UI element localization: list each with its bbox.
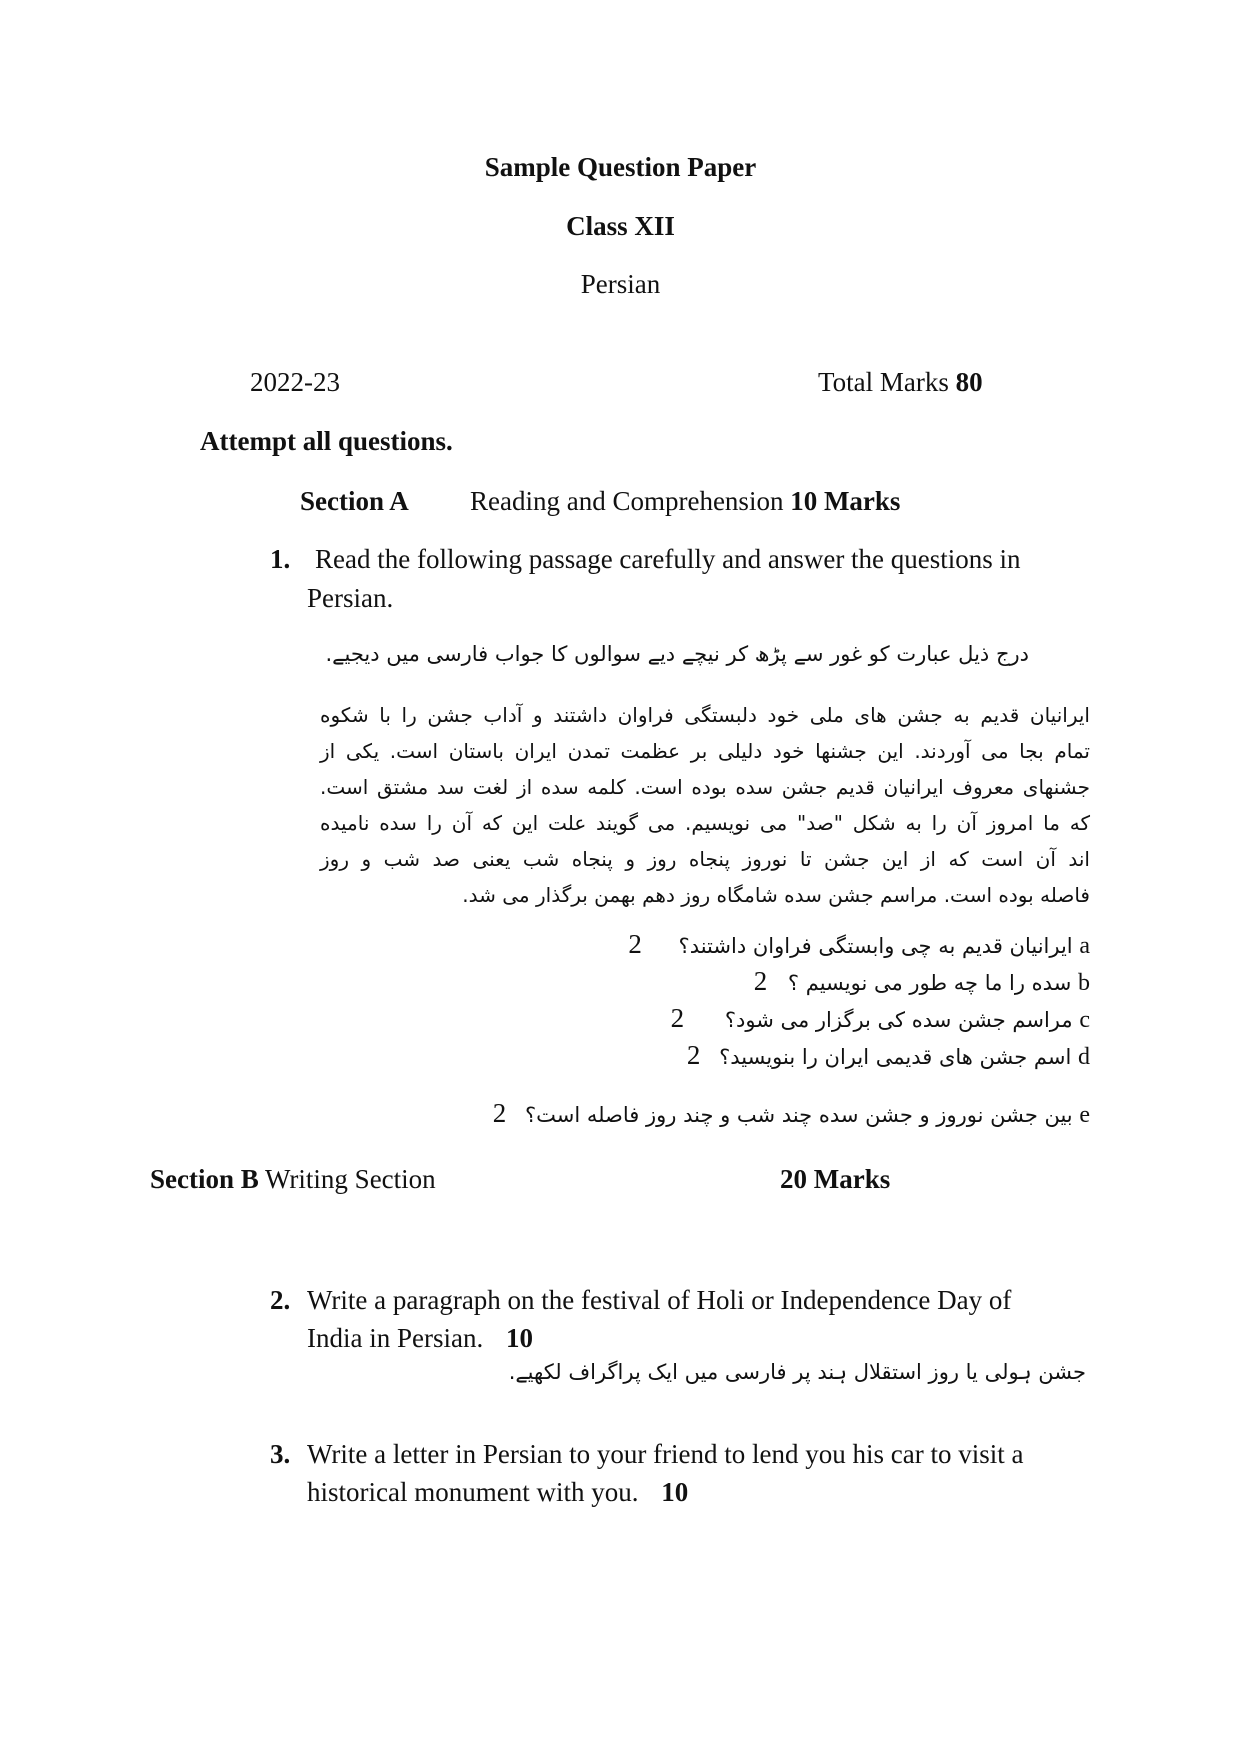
passage-line: اند آن است که از این جشن تا نوروز پنجاه روز و پنجاه شب یعنی صد شب و روز bbox=[320, 847, 1090, 871]
q1-text-line1: Read the following passage carefully and answer the questions in bbox=[315, 544, 1021, 574]
q3-text-line2-row bbox=[307, 1475, 688, 1509]
sub-question-e: e بین جشن نوروز و جشن سده چند شب و چند روز فاصله است؟ 2 bbox=[492, 1098, 1090, 1128]
section-b-marks: 20 Marks bbox=[780, 1164, 891, 1194]
subject-label: Persian bbox=[580, 269, 661, 299]
instruction: Attempt all questions. bbox=[200, 426, 453, 456]
sub-question-b: b سده را ما چه طور می نویسیم ؟ 2 bbox=[753, 966, 1090, 996]
total-marks-value: 80 bbox=[955, 367, 983, 397]
total-marks bbox=[818, 365, 983, 399]
q1-urdu-instruction: درج ذیل عبارت کو غور سے پڑھ کر نیچے دیے سوالوں کا جواب فارسی میں دیجیے. bbox=[325, 642, 1029, 666]
q2-number: 2. bbox=[270, 1285, 291, 1315]
class-label: Class XII bbox=[566, 211, 675, 241]
section-b-title: Writing Section bbox=[265, 1164, 436, 1194]
passage-line: تمام بجا می آوردند. این جشنها خود دلیلی بر عظمت تمدن ایران باستان است. یکی از bbox=[320, 739, 1090, 763]
q3-number: 3. bbox=[270, 1439, 291, 1469]
q2-marks: 10 bbox=[505, 1323, 533, 1353]
passage-line: فاصله بوده است. مراسم جشن سده شامگاه روز دهم بهمن برگذار می شد. bbox=[462, 883, 1090, 907]
passage-line: جشنهای معروف ایرانیان قدیم جشن سده بوده است. کلمه سده از لغت سد مشتق است. bbox=[320, 775, 1090, 799]
q1-text-line2: Persian. bbox=[307, 583, 394, 613]
section-a-marks: 10 Marks bbox=[790, 486, 901, 516]
sub-question-a: a ایرانیان قدیم به چی وابستگی فراوان داشتند؟ 2 bbox=[628, 929, 1090, 959]
q2-urdu: جشن ہولی یا روز استقلال ہند پر فارسی میں ایک پراگراف لکھیے. bbox=[508, 1360, 1086, 1384]
section-b-heading bbox=[150, 1162, 436, 1196]
q2-text-line1: Write a paragraph on the festival of Holi or Independence Day of bbox=[307, 1285, 1012, 1315]
q1-number: 1. bbox=[270, 544, 291, 574]
passage-line: ایرانیان قدیم به جشن های ملی خود دلبستگی فراوان داشتند و آداب جشن را با شکوه bbox=[320, 703, 1090, 727]
sub-question-c: c مراسم جشن سده کی برگزار می شود؟ 2 bbox=[670, 1003, 1090, 1033]
year-label: 2022-23 bbox=[250, 367, 340, 397]
passage-line: که ما امروز آن را به شکل "صد" می نویسیم. می گویند علت این که آن را سده نامیده bbox=[320, 811, 1090, 835]
total-marks-label: Total Marks bbox=[818, 367, 949, 397]
q2-text-line2: India in Persian. bbox=[307, 1323, 484, 1353]
q3-text-line1: Write a letter in Persian to your friend to lend you his car to visit a bbox=[307, 1439, 1024, 1469]
sub-question-d: d اسم جشن های قدیمی ایران را بنویسید؟ 2 bbox=[686, 1040, 1090, 1070]
section-a-title: Reading and Comprehension bbox=[470, 486, 784, 516]
section-a-heading bbox=[470, 484, 900, 518]
section-b-label: Section B bbox=[150, 1164, 259, 1194]
paper-title: Sample Question Paper bbox=[484, 152, 757, 182]
q2-text-line2-row bbox=[307, 1321, 533, 1355]
q3-marks: 10 bbox=[661, 1477, 689, 1507]
q3-text-line2: historical monument with you. bbox=[307, 1477, 639, 1507]
section-a-label: Section A bbox=[300, 486, 409, 516]
